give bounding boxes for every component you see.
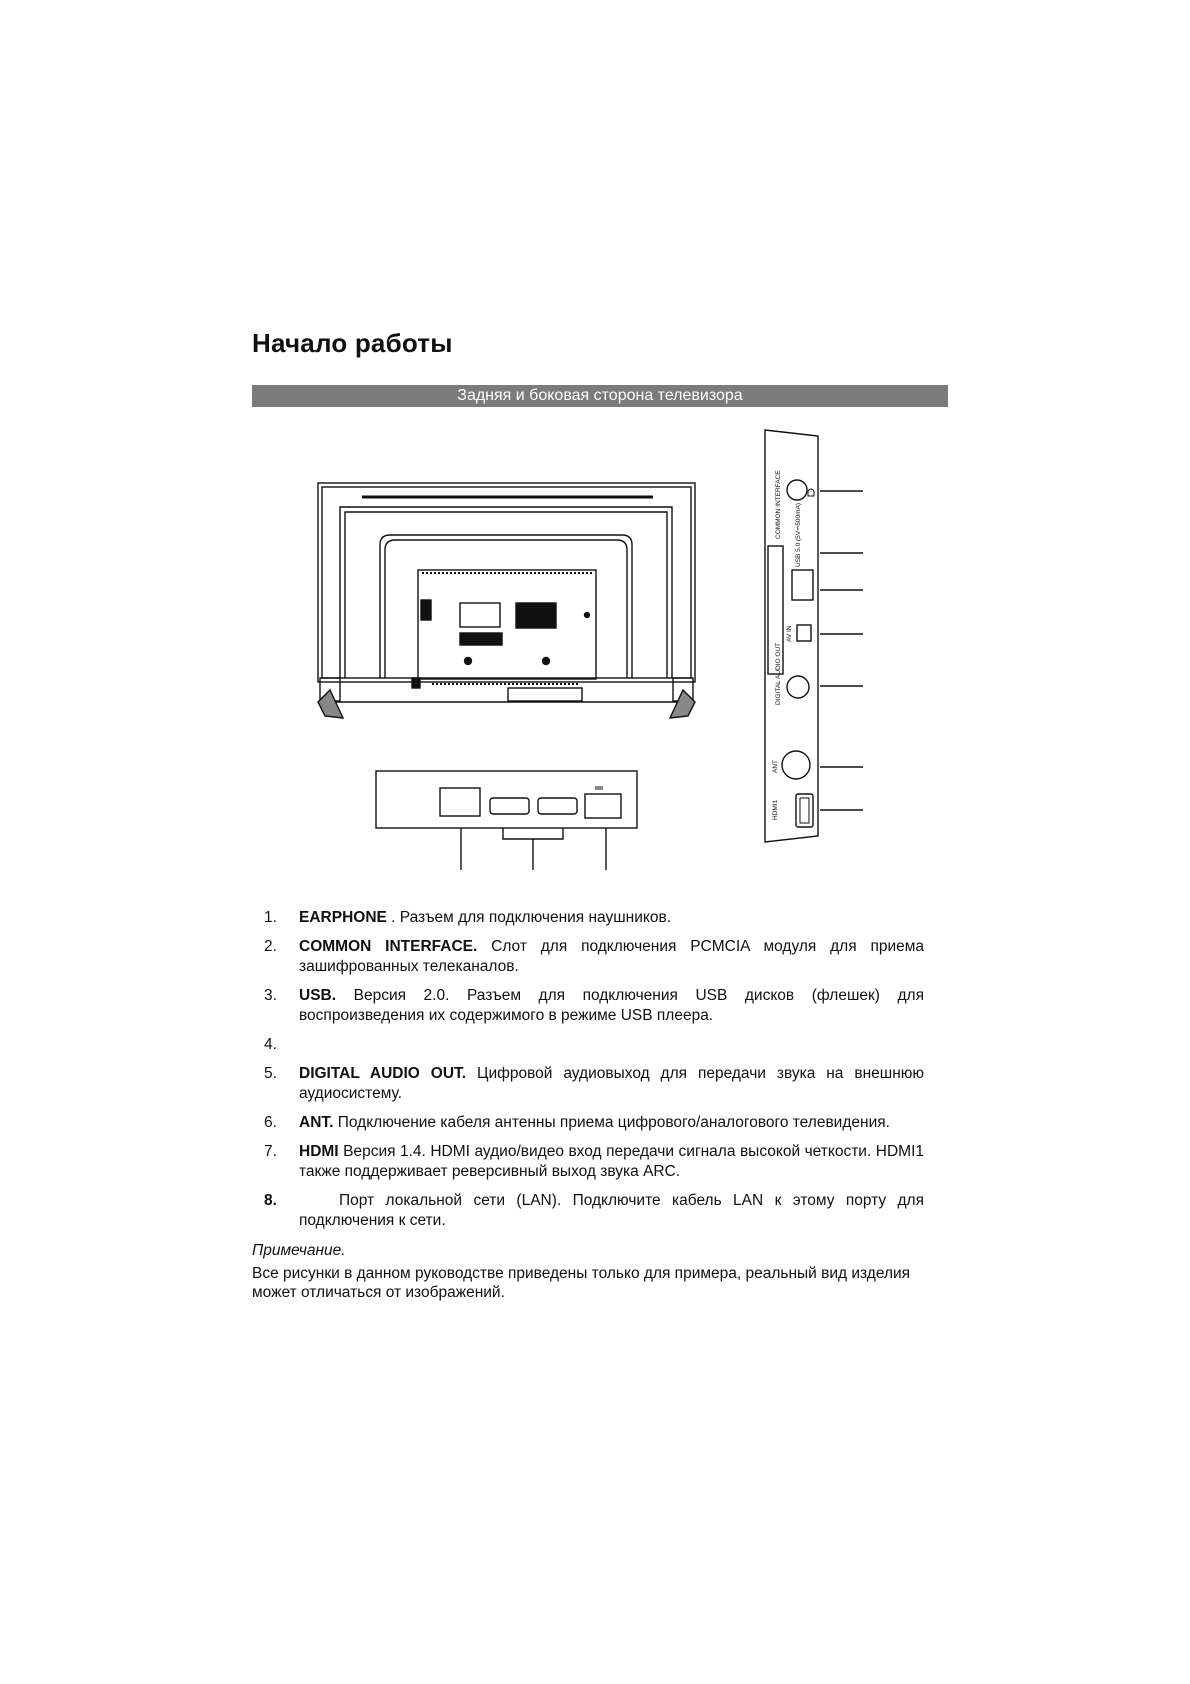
label-av-in: AV IN <box>786 625 793 642</box>
item-number: 2. <box>264 938 277 955</box>
connector-list <box>252 908 924 1240</box>
list-item <box>252 1142 924 1182</box>
digital-audio-out-jack <box>787 676 809 698</box>
usb-port-bottom <box>585 794 621 818</box>
item-name: EARPHONE <box>299 909 387 926</box>
page-title: Начало работы <box>252 328 453 358</box>
item-description: Подключение кабеля антенны приема цифрового/аналогового телевидения. <box>333 1114 890 1131</box>
label-usb: USB 5.0 (5V⎓500mA) <box>795 502 802 567</box>
item-description: Слот для подключения PCMCIA модуля для приема зашифрованных телеканалов. <box>299 938 925 975</box>
usb-port-side <box>792 570 813 600</box>
item-name: DIGITAL AUDIO OUT. <box>299 1065 467 1082</box>
label-digital-audio-out: DIGITAL AUDIO OUT <box>775 642 782 705</box>
list-item <box>252 937 924 977</box>
item-number: 1. <box>264 909 277 926</box>
list-item <box>252 1035 924 1055</box>
tv-back-illustration <box>318 483 695 718</box>
list-item <box>252 1191 924 1231</box>
item-number: 8. <box>264 1192 277 1209</box>
item-number: 5. <box>264 1065 277 1082</box>
lan-port <box>440 788 480 816</box>
item-description: Цифровой аудиовыход для передачи звука на внешнюю аудиосистему. <box>299 1065 924 1102</box>
item-name: COMMON INTERFACE. <box>299 938 478 955</box>
item-name: ANT. <box>299 1114 334 1131</box>
hdmi-port-b <box>538 798 577 814</box>
item-name: HDMI <box>299 1143 339 1160</box>
item-description: . Разъем для подключения наушников. <box>386 909 672 926</box>
bottom-connector-panel <box>376 771 637 870</box>
label-hdmi1: HDMI1 <box>772 799 779 820</box>
item-number: 7. <box>264 1143 277 1160</box>
list-item <box>252 986 924 1026</box>
item-description: Порт локальной сети (LAN). Подключите кабель LAN к этому порту для подключения к сети. <box>299 1192 924 1229</box>
item-number: 3. <box>264 987 277 1004</box>
earphone-jack <box>787 480 807 500</box>
label-common-interface: COMMON INTERFACE <box>775 470 782 539</box>
item-number: 6. <box>264 1114 277 1131</box>
hdmi-port-a <box>490 798 529 814</box>
av-in-jack <box>797 625 811 641</box>
note-title: Примечание. <box>252 1242 346 1259</box>
item-name: USB. <box>299 987 337 1004</box>
list-item <box>252 908 924 928</box>
item-description: Версия 1.4. HDMI аудио/видео вход передачи сигнала высокой четкости. HDMI1 также поддерживает реверсивный выход звука ARC. <box>299 1143 924 1180</box>
list-item <box>252 1064 924 1104</box>
item-number: 4. <box>264 1036 277 1053</box>
ant-connector <box>782 751 810 779</box>
hdmi1-port <box>796 794 813 827</box>
item-description: Версия 2.0. Разъем для подключения USB дисков (флешек) для воспроизведения их содержимого в режиме USB плеера. <box>299 987 924 1024</box>
list-item <box>252 1113 924 1133</box>
note-text: Все рисунки в данном руководстве приведены только для примера, реальный вид изделия может отличаться от изображений. <box>252 1265 911 1301</box>
section-header: Задняя и боковая сторона телевизора <box>252 385 948 407</box>
label-ant: ANT <box>772 760 779 773</box>
